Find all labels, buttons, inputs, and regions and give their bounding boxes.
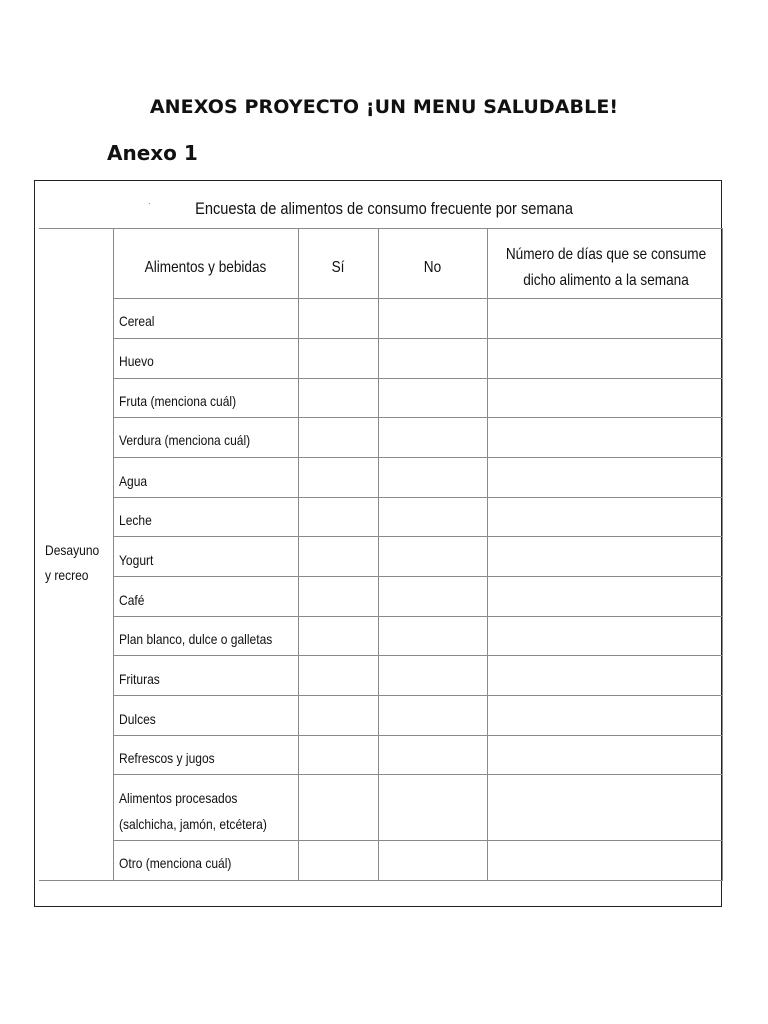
food-row-label: Agua	[119, 473, 148, 489]
header-days-line2: dicho alimento a la semana	[523, 272, 689, 289]
survey-frame	[34, 180, 722, 907]
row-divider	[113, 735, 723, 736]
row-divider	[113, 655, 723, 656]
column-divider	[378, 228, 379, 880]
row-divider	[113, 616, 723, 617]
food-row-label: Fruta (menciona cuál)	[119, 393, 237, 409]
row-divider	[113, 497, 723, 498]
header-days-line1: Número de días que se consume	[505, 246, 707, 263]
annex-label: Anexo 1	[107, 141, 198, 165]
food-row-label: Alimentos procesados	[119, 790, 238, 806]
food-row-label: Huevo	[119, 353, 154, 369]
header-no: No	[423, 259, 442, 276]
row-divider	[113, 774, 723, 775]
row-divider	[113, 840, 723, 841]
row-divider	[113, 417, 723, 418]
category-line1: Desayuno	[45, 542, 100, 558]
food-row-label: Otro (menciona cuál)	[119, 855, 232, 871]
header-divider	[113, 298, 723, 299]
food-row-label: Verdura (menciona cuál)	[119, 432, 251, 448]
category-line2: y recreo	[45, 567, 89, 583]
category-label	[45, 538, 99, 588]
food-row-label: Plan blanco, dulce o galletas	[119, 631, 273, 647]
food-row-label: Café	[119, 592, 145, 608]
header-food: Alimentos y bebidas	[144, 259, 267, 276]
food-row-label: Refrescos y jugos	[119, 750, 215, 766]
food-row-label: Leche	[119, 512, 152, 528]
food-row-label: Dulces	[119, 711, 156, 727]
column-divider	[487, 228, 488, 880]
food-row-label: Cereal	[119, 313, 155, 329]
decorative-dot: ·	[148, 199, 151, 208]
title-divider	[39, 228, 723, 229]
document-title: ANEXOS PROYECTO ¡UN MENU SALUDABLE!	[149, 96, 619, 118]
header-yes: Sí	[331, 259, 345, 276]
survey-title: Encuesta de alimentos de consumo frecuente por semana	[195, 199, 573, 218]
row-divider	[113, 576, 723, 577]
row-divider	[113, 457, 723, 458]
food-row-label: Frituras	[119, 671, 160, 687]
table-bottom-divider	[39, 880, 723, 881]
column-divider	[113, 228, 114, 880]
row-divider	[113, 338, 723, 339]
row-divider	[113, 695, 723, 696]
food-row-label: Yogurt	[119, 552, 154, 568]
row-divider	[113, 378, 723, 379]
row-divider	[113, 536, 723, 537]
food-row-label: (salchicha, jamón, etcétera)	[119, 816, 267, 832]
column-divider	[722, 228, 723, 880]
column-divider	[298, 228, 299, 880]
